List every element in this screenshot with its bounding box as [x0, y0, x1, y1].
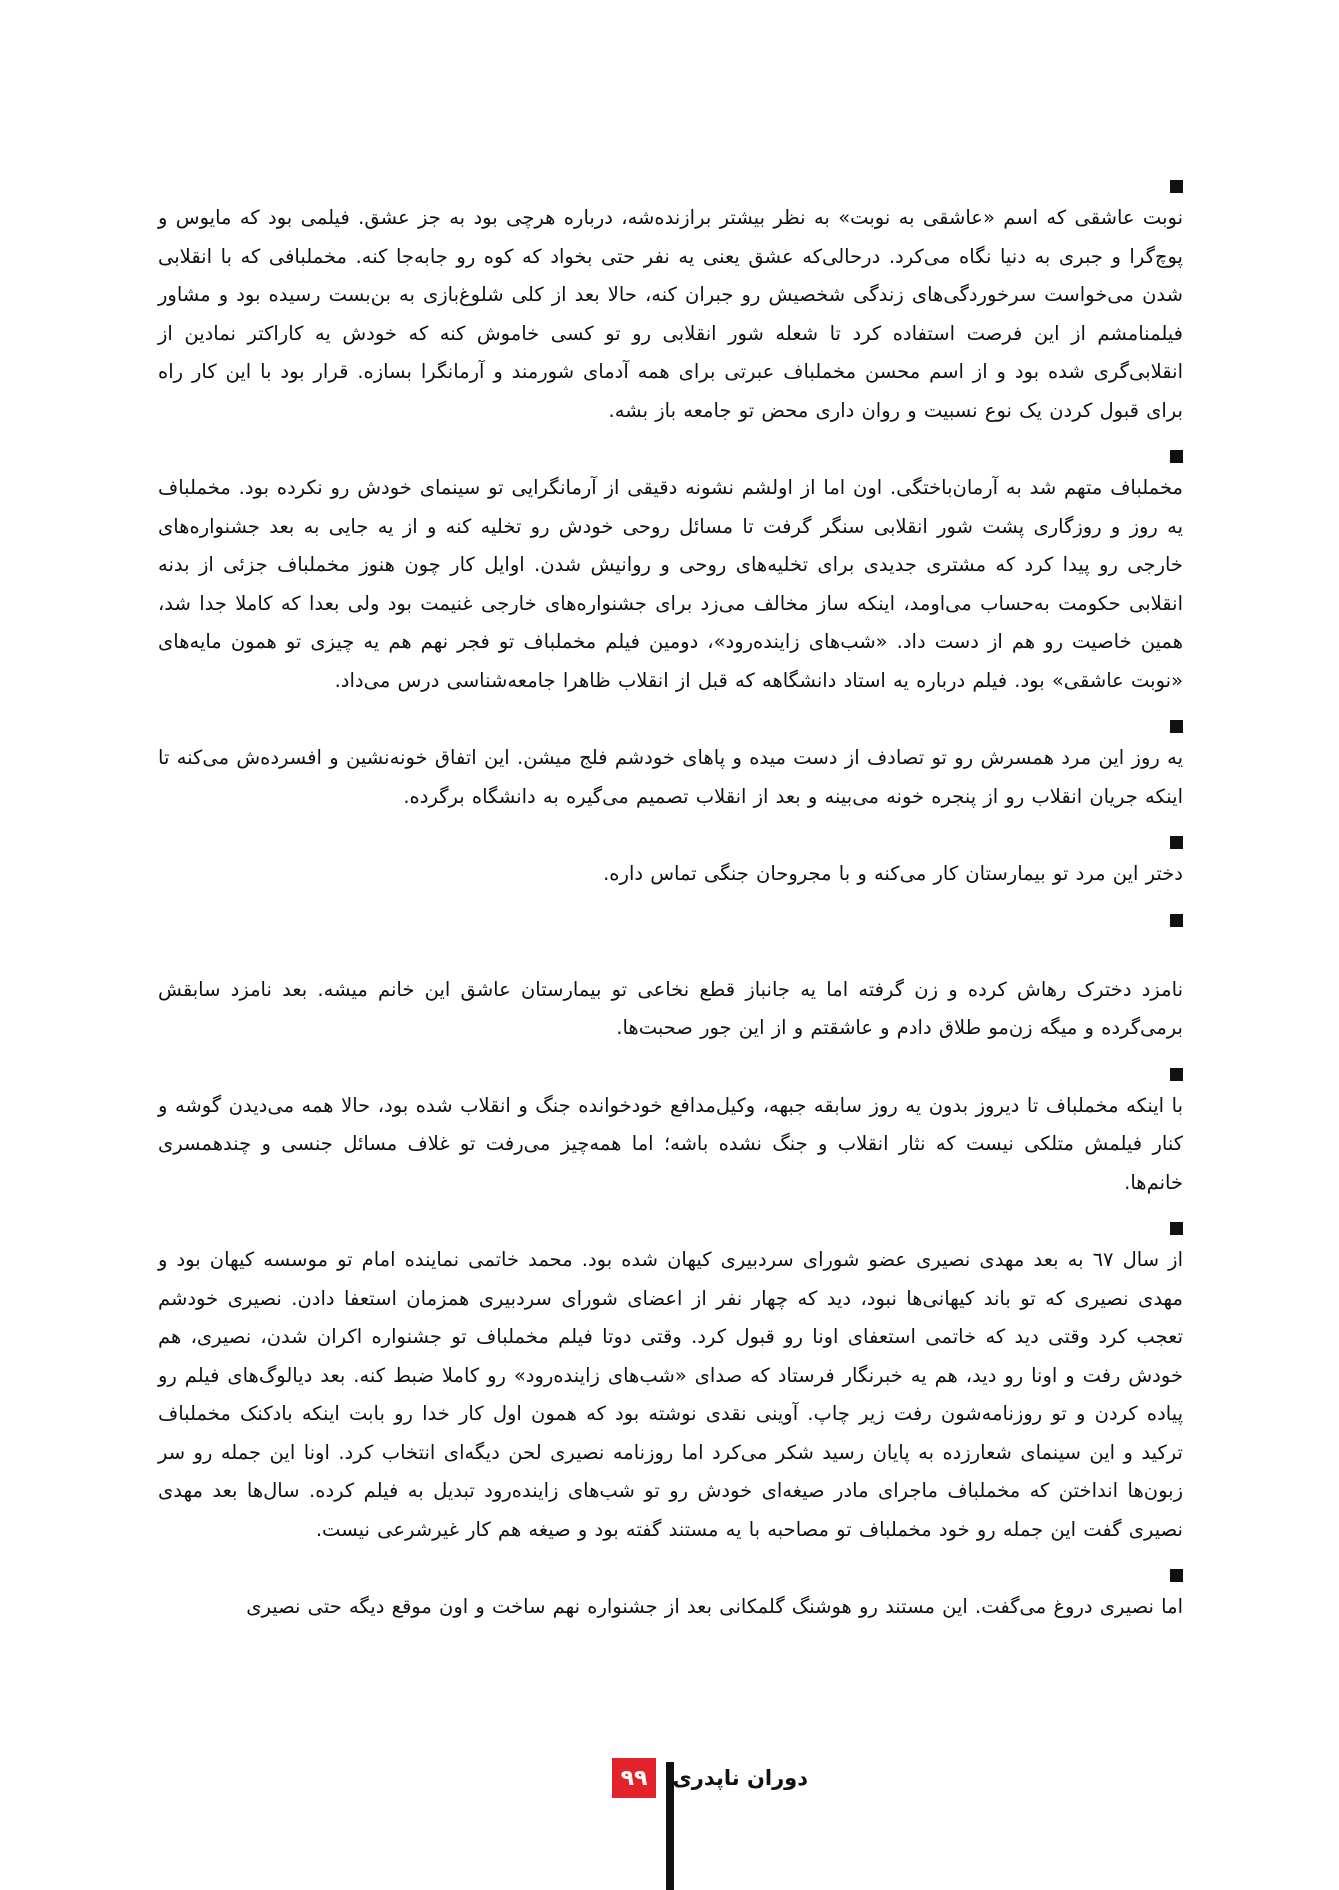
- square-bullet-icon: [1170, 914, 1183, 927]
- paragraph-2: مخملباف متهم شد به آرمان‌باختگی. اون اما از اولشم نشونه دقیقی از آرمانگرایی تو سینمای خودش رو نکرده بود. مخملباف یه روز و روزگاری پشت شور انقلابی سنگر گرفت تا مسائل روحی خودش رو تخلیه کنه و از یه جایی به بعد جشنواره‌های خارجی رو پیدا کرد که مشتری جدیدی برای تخلیه‌های روحی و روانیش شدن. اوایل کار چون هنوز مخملباف جزئی از بدنه انقلابی حکومت به‌حساب می‌اومد، اینکه ساز مخالف می‌زد برای جشنواره‌های خارجی غنیمت بود ولی بعدا که کاملا جدا شد، همین خاصیت رو هم از دست داد. «شب‌های زاینده‌رود»، دومین فیلم مخملباف تو فجر نهم هم یه چیزی تو همون مایه‌های «نوبت عاشقی» بود. فیلم درباره یه استاد دانشگاهه که قبل از انقلاب ظاهرا جامعه‌شناسی درس می‌داد.: [158, 476, 1183, 692]
- paragraph-4: دختر این مرد تو بیمارستان کار می‌کنه و با مجروحان جنگی تماس داره.: [603, 862, 1183, 885]
- article-body: [158, 180, 1183, 1647]
- section-5: [158, 914, 1183, 1048]
- page-footer: [0, 1748, 1339, 1890]
- section-8: [158, 1569, 1183, 1627]
- section-3: [158, 720, 1183, 816]
- square-bullet-icon: [1170, 720, 1183, 733]
- square-bullet-icon: [1170, 1068, 1183, 1081]
- paragraph-3: یه روز این مرد همسرش رو تو تصادف از دست میده و پاهای خودشم فلج میشن. این اتفاق خونه‌نشین و افسرده‌ش می‌کنه تا اینکه جریان انقلاب رو از پنجره خونه می‌بینه و بعد از انقلاب تصمیم می‌گیره به دانشگاه برگرده.: [158, 746, 1183, 808]
- page-number: ٩٩: [612, 1758, 656, 1798]
- square-bullet-icon: [1170, 1222, 1183, 1235]
- paragraph-7: از سال ٦٧ به بعد مهدی نصیری عضو شورای سردبیری کیهان شده بود. محمد خاتمی نماینده امام تو موسسه کیهان بود و مهدی نصیری که تو باند کیهانی‌ها نبود، دید که چهار نفر از اعضای شورای سردبیری همزمان استعفا دادن. نصیری خودشم تعجب کرد وقتی دید که خاتمی استعفای اونا رو قبول کرد. وقتی دوتا فیلم مخملباف تو جشنواره اکران شدن، نصیری، هم خودش رفت و اونا رو دید، هم یه خبرنگار فرستاد که صدای «شب‌های زاینده‌رود» رو کاملا ضبط کنه. بعد دیالوگ‌های فیلم رو پیاده کردن و تو روزنامه‌شون رفت زیر چاپ. آوینی نقدی نوشته بود که همون اول کار خدا رو بابت اینکه بادکنک مخملباف ترکید و این سینمای شعارزده به پایان رسید شکر می‌کرد اما روزنامه نصیری لحن دیگه‌ای انتخاب کرد. اونا این جمله رو سر زبون‌ها انداختن که مخملباف ماجرای مادر صیغه‌ای خودش رو تو شب‌های زاینده‌رود تبدیل به فیلم کرده. سال‌ها بعد مهدی نصیری گفت این جمله رو خود مخملباف تو مصاحبه با یه مستند گفته بود و صیغه هم کار غیرشرعی نیست.: [158, 1248, 1183, 1541]
- square-bullet-icon: [1170, 1569, 1183, 1582]
- paragraph-1: نوبت عاشقی که اسم «عاشقی به نوبت» به نظر بیشتر برازنده‌شه، درباره هرچی بود به جز عشق. فیلمی بود که مایوس و پوچ‌گرا و جبری به دنیا نگاه می‌کرد. درحالی‌که عشق یعنی یه نفر حتی بخواد که کوه رو جابه‌جا کنه. مخملبافی که با انقلابی شدن می‌خواست سرخوردگی‌های زندگی شخصیش رو جبران کنه، حالا بعد از کلی شلوغ‌بازی به بن‌بست رسیده بود و مشاور فیلمنامشم از این فرصت استفاده کرد تا شعله شور انقلابی رو تو کسی خاموش کنه که خودش یه کاراکتر نمادین از انقلابی‌گری شده بود و از اسم محسن مخملباف عبرتی برای همه آدمای شورمند و آرمانگرا بسازه. قرار بود با این کار راه برای قبول کردن یک نوع نسبیت و روان داری محض تو جامعه باز بشه.: [158, 206, 1183, 422]
- square-bullet-icon: [1170, 450, 1183, 463]
- section-6: [158, 1068, 1183, 1203]
- section-4: [158, 836, 1183, 894]
- section-7: [158, 1222, 1183, 1549]
- paragraph-8: اما نصیری دروغ می‌گفت. این مستند رو هوشنگ گلمکانی بعد از جشنواره نهم ساخت و اون موقع دیگه حتی نصیری: [246, 1595, 1183, 1618]
- square-bullet-icon: [1170, 836, 1183, 849]
- square-bullet-icon: [1170, 180, 1183, 193]
- section-1: [158, 180, 1183, 430]
- running-title: دوران ناپدری: [672, 1766, 808, 1790]
- paragraph-6: با اینکه مخملباف تا دیروز بدون یه روز سابقه جبهه، وکیل‌مدافع خودخوانده جنگ و انقلاب شده بود، حالا همه می‌دیدن گوشه و کنار فیلمش متلکی نیست که نثار انقلاب و جنگ نشده باشه؛ اما همه‌چیز می‌رفت تو غلاف مسائل جنسی و چندهمسری خانم‌ها.: [158, 1093, 1183, 1194]
- paragraph-5: نامزد دخترک رهاش کرده و زن گرفته اما یه جانباز قطع نخاعی تو بیمارستان عاشق این خانم میشه. بعد نامزد سابقش برمی‌گرده و میگه زن‌مو طلاق دادم و عاشقتم و از این جور صحبت‌ها.: [158, 977, 1183, 1039]
- section-2: [158, 450, 1183, 700]
